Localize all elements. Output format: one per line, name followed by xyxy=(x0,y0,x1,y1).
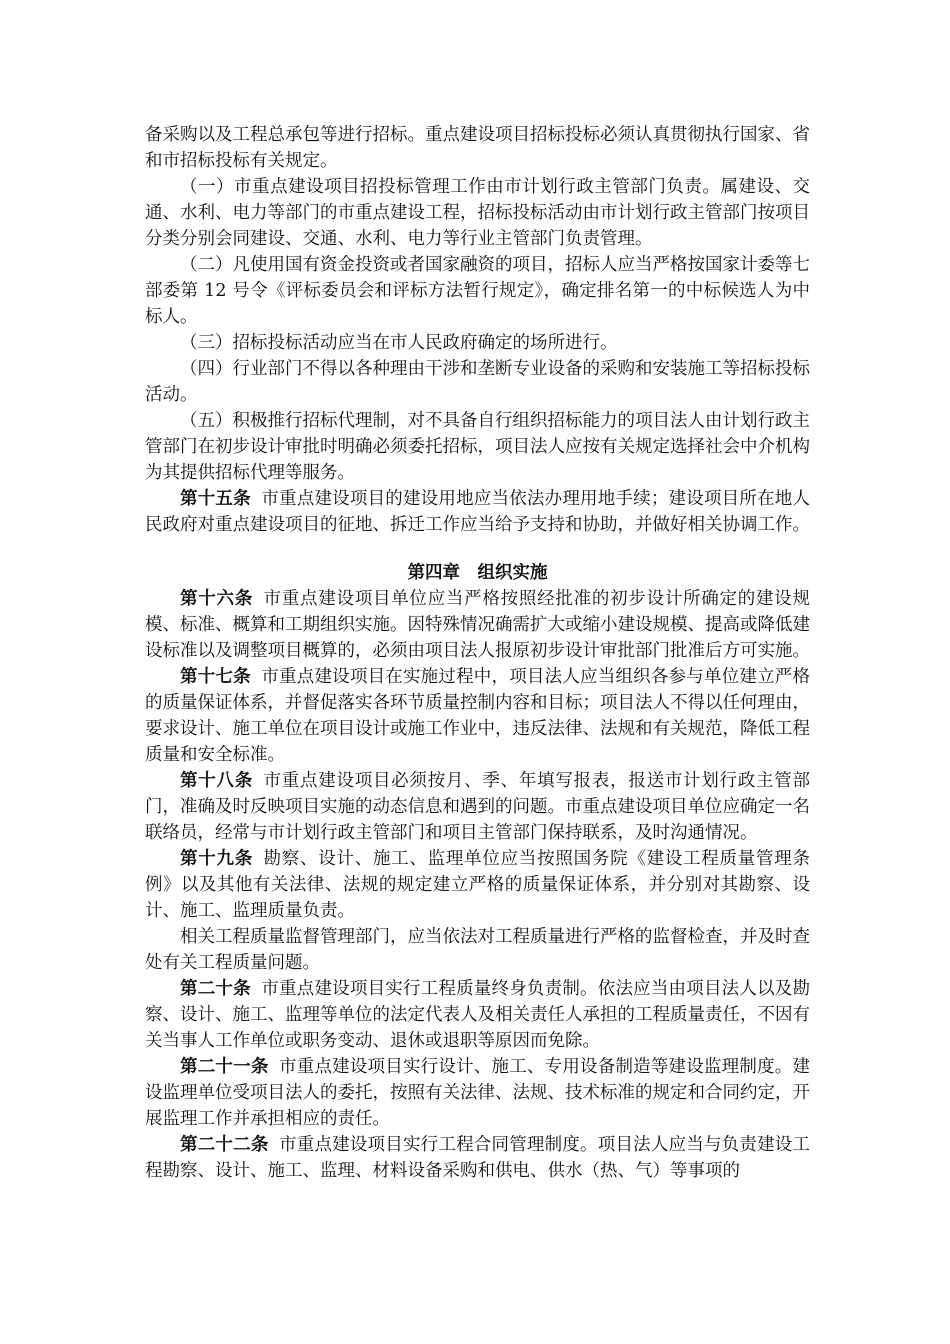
article-label: 第二十条 xyxy=(180,979,251,999)
paragraph xyxy=(145,586,810,664)
paragraph xyxy=(145,356,810,408)
article-label: 第十五条 xyxy=(180,489,251,509)
paragraph-text: 市重点建设项目必须按月、季、年填写报表，报送市计划行政主管部门，准确及时反映项目实施的动态信息和遇到的问题。市重点建设项目单位应确定一名联络员，经常与市计划行政主管部门和项目主管部门保持联系，及时沟通情况。 xyxy=(145,771,811,843)
article-label: 第十八条 xyxy=(180,771,253,791)
paragraph xyxy=(145,846,810,924)
article-label: 第二十一条 xyxy=(180,1057,269,1077)
section-before-chapter xyxy=(145,122,810,538)
chapter-title: 第四章 组织实施 xyxy=(407,563,548,583)
paragraph-text: （五）积极推行招标代理制，对不具备自行组织招标能力的项目法人由计划行政主管部门在初步设计审批时明确必须委托招标，项目法人应按有关规定选择社会中介机构为其提供招标代理等服务。 xyxy=(145,411,810,483)
paragraph xyxy=(145,1132,810,1184)
paragraph xyxy=(145,664,810,768)
paragraph xyxy=(145,976,810,1054)
paragraph-text: 市重点建设项目实行工程质量终身负责制。依法应当由项目法人以及勘察、设计、施工、监理等单位的法定代表人及相关责任人承担的工程质量责任，不因有关当事人工作单位或职务变动、退休或退职等原因而免除。 xyxy=(145,979,811,1051)
paragraph xyxy=(145,1054,810,1132)
article-label: 第十九条 xyxy=(180,849,253,869)
paragraph xyxy=(145,924,810,976)
paragraph xyxy=(145,486,810,538)
paragraph-text: 相关工程质量监督管理部门，应当依法对工程质量进行严格的监督检查，并及时查处有关工程质量问题。 xyxy=(145,927,810,973)
article-label: 第十七条 xyxy=(180,667,251,687)
paragraph-text: （一）市重点建设项目招投标管理工作由市计划行政主管部门负责。属建设、交通、水利、电力等部门的市重点建设工程，招标投标活动由市计划行政主管部门按项目分类分别会同建设、交通、水利、电力等行业主管部门负责管理。 xyxy=(145,177,810,249)
paragraph-text: 备采购以及工程总承包等进行招标。重点建设项目招标投标必须认真贯彻执行国家、省和市招标投标有关规定。 xyxy=(145,125,810,171)
paragraph-text: （四）行业部门不得以各种理由干涉和垄断专业设备的采购和安装施工等招标投标活动。 xyxy=(145,359,810,405)
paragraph-text: 市重点建设项目实行设计、施工、专用设备制造等建设监理制度。建设监理单位受项目法人的委托，按照有关法律、法规、技术标准的规定和合同约定，开展监理工作并承担相应的责任。 xyxy=(145,1057,810,1129)
paragraph-text: 勘察、设计、施工、监理单位应当按照国务院《建设工程质量管理条例》以及其他有关法律、法规的规定建立严格的质量保证体系，并分别对其勘察、设计、施工、监理质量负责。 xyxy=(145,849,811,921)
section-chapter-body xyxy=(145,586,810,1184)
paragraph-text: 市重点建设项目在实施过程中，项目法人应当组织各参与单位建立严格的质量保证体系，并督促落实各环节质量控制内容和目标；项目法人不得以任何理由，要求设计、施工单位在项目设计或施工作业中，违反法律、法规和有关规范，降低工程质量和安全标准。 xyxy=(145,667,811,765)
paragraph-text: （三）招标投标活动应当在市人民政府确定的场所进行。 xyxy=(180,333,618,353)
document-page xyxy=(145,122,810,1184)
paragraph xyxy=(145,174,810,252)
article-label: 第十六条 xyxy=(180,589,253,609)
paragraph xyxy=(145,252,810,330)
paragraph-text: 市重点建设项目的建设用地应当依法办理用地手续；建设项目所在地人民政府对重点建设项目的征地、拆迁工作应当给予支持和协助，并做好相关协调工作。 xyxy=(145,489,811,535)
article-label: 第二十二条 xyxy=(180,1135,269,1155)
paragraph-text: （二）凡使用国有资金投资或者国家融资的项目，招标人应当严格按国家计委等七部委第 12 号令《评标委员会和评标方法暂行规定》，确定排名第一的中标候选人为中标人。 xyxy=(145,255,810,327)
paragraph xyxy=(145,122,810,174)
paragraph xyxy=(145,768,810,846)
paragraph-text: 市重点建设项目单位应当严格按照经批准的初步设计所确定的建设规模、标准、概算和工期组织实施。因特殊情况确需扩大或缩小建设规模、提高或降低建设标准以及调整项目概算的，必须由项目法人报原初步设计审批部门批准后方可实施。 xyxy=(145,589,811,661)
paragraph-text: 市重点建设项目实行工程合同管理制度。项目法人应当与负责建设工程勘察、设计、施工、监理、材料设备采购和供电、供水（热、气）等事项的 xyxy=(145,1135,810,1181)
paragraph xyxy=(145,330,810,356)
paragraph xyxy=(145,408,810,486)
